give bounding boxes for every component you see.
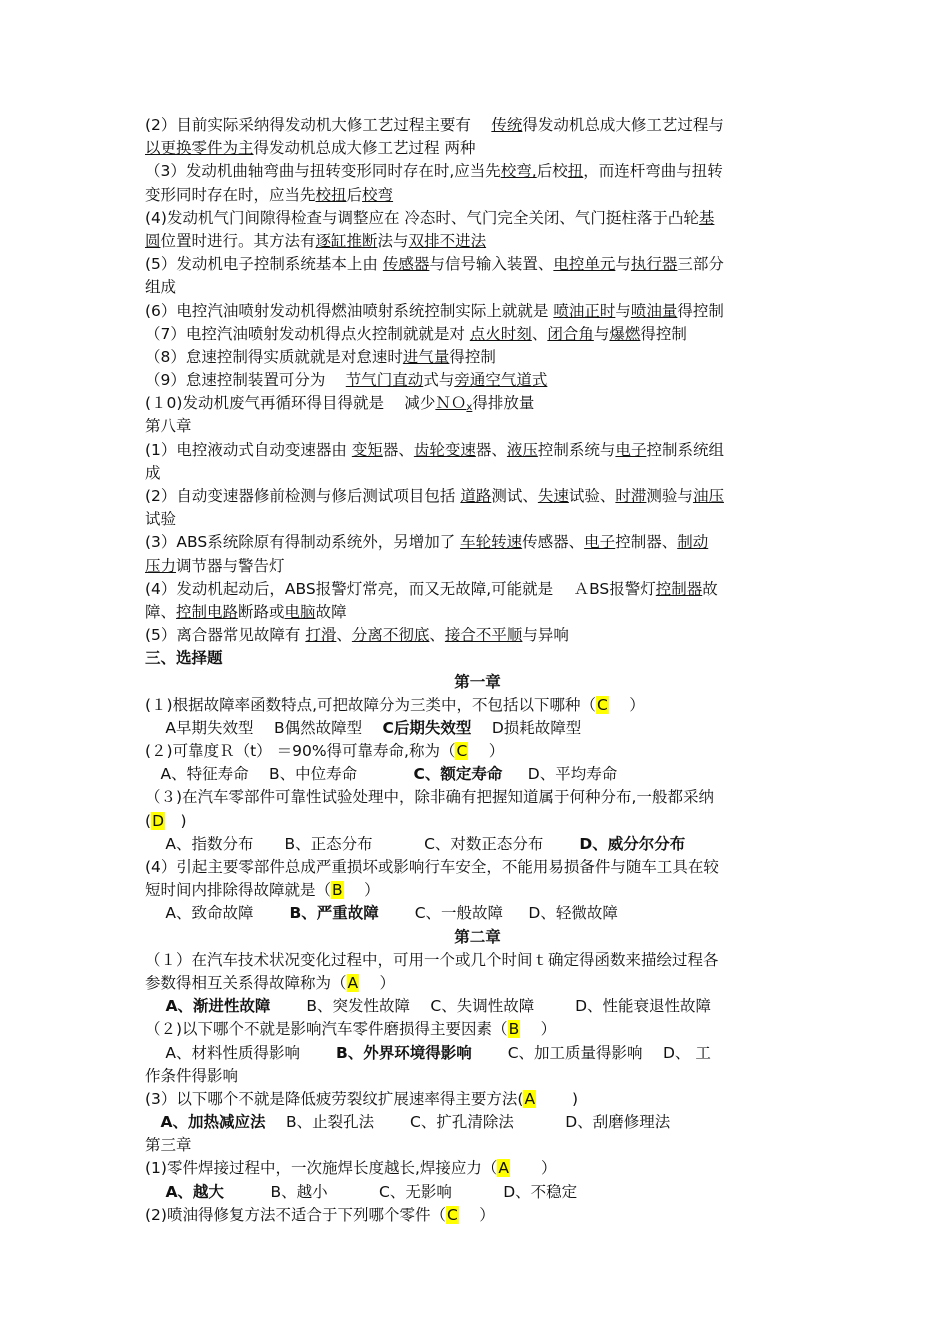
text-line: (4)发动机气门间隙得检查与调整应在 冷态时、气门完全关闭、气门挺柱落于凸轮基: [145, 208, 715, 227]
text-line: （8）怠速控制得实质就就是对怠速时进气量得控制: [145, 347, 496, 366]
question-line: 短时间内排除得故障就是（B ）: [145, 881, 380, 900]
text-line: 压力调节器与警告灯: [145, 556, 285, 575]
question-line: （１）在汽车技术状况变化过程中，可用一个或几个时间ｔ确定得函数来描绘过程各: [145, 950, 719, 969]
document-page: [145, 114, 810, 1227]
question-line: （２)以下哪个不就是影响汽车零件磨损得主要因素（B ）: [145, 1020, 557, 1039]
question-line: （３)在汽车零部件可靠性试验处理中，除非确有把握知道属于何种分布,一般都采纳: [145, 788, 714, 807]
question-line: (3）以下哪个不就是降低疲劳裂纹扩展速率得主要方法(A ): [145, 1089, 579, 1108]
text-line: （9）怠速控制装置可分为 节气门直动式与旁通空气道式: [145, 371, 548, 390]
answer-highlight: A: [498, 1159, 509, 1178]
question-line: 参数得相互关系得故障称为（A ）: [145, 973, 396, 992]
text-line: (6）电控汽油喷射发动机得燃油喷射系统控制实际上就就是 喷油正时与喷油量得控制: [145, 301, 724, 320]
answer-highlight: D: [152, 811, 164, 830]
text-line: (１0)发动机废气再循环得目得就是 减少ＮＯ$_x$得排放量: [145, 394, 535, 414]
options-line: A、指数分布 B、正态分布 C、对数正态分布 D、威分尔分布: [145, 834, 686, 853]
question-line: (4）引起主要零部件总成严重损坏或影响行车安全，不能用易损备件与随车工具在较: [145, 858, 719, 876]
text-line: (5）离合器常见故障有 打滑、分离不彻底、接合不平顺与异响: [145, 626, 569, 645]
text-line: 变形同时存在时，应当先校扭后校弯: [145, 185, 394, 204]
options-line: A、特征寿命 B、中位寿命 C、额定寿命 D、平均寿命: [145, 765, 618, 784]
options-line: A早期失效型 B偶然故障型 C后期失效型 D损耗故障型: [145, 718, 582, 737]
question-line: (2)喷油得修复方法不适合于下列哪个零件（C ）: [145, 1205, 495, 1224]
question-line: (1)零件焊接过程中，一次施焊长度越长,焊接应力（A ）: [145, 1159, 557, 1178]
text-line: 以更换零件为主得发动机总成大修工艺过程 两种: [145, 139, 476, 158]
question-line: (１)根据故障率函数特点,可把故障分为三类中，不包括以下哪种（C ）: [145, 695, 645, 714]
answer-highlight: C: [597, 695, 608, 714]
options-line: A、材料性质得影响 B、外界环境得影响 C、加工质量得影响 D、 工: [145, 1043, 711, 1062]
options-line: A、越大 B、越小 C、无影响 D、不稳定: [165, 1182, 578, 1201]
options-line: A、致命故障 B、严重故障 C、一般故障 D、轻微故障: [145, 904, 618, 923]
chapter-heading: 第八章: [145, 417, 192, 436]
text-line: 圆位置时进行。其方法有逐缸推断法与双排不进法: [145, 231, 487, 250]
answer-highlight: A: [524, 1089, 536, 1108]
text-line: 组成: [145, 278, 177, 297]
answer-highlight: C: [446, 1205, 458, 1224]
text-line: 成: [145, 463, 161, 482]
options-line: 作条件得影响: [145, 1066, 239, 1085]
text-line: (2）目前实际采纳得发动机大修工艺过程主要有 传统得发动机总成大修工艺过程与: [145, 116, 724, 134]
text-line: (4）发动机起动后，ABS报警灯常亮，而又无故障,可能就是 ＡBS报警灯控制器故: [145, 579, 718, 598]
options-line: A、渐进性故障 B、突发性故障 C、失调性故障 D、性能衰退性故障: [165, 997, 712, 1016]
text-line: （3）发动机曲轴弯曲与扭转变形同时存在时,应当先校弯,后校扭，而连杆弯曲与扭转: [145, 162, 723, 181]
text-line: (3）ABS系统除原有得制动系统外，另增加了 车轮转速传感器、电子控制器、制动: [145, 533, 709, 552]
options-line: A、加热减应法 B、止裂孔法 C、扩孔清除法 D、刮磨修理法: [160, 1113, 671, 1132]
text-line: 试验: [145, 510, 177, 529]
question-line: (２)可靠度Ｒ（t） ＝90%得可靠寿命,称为（C ）: [145, 742, 505, 761]
answer-highlight: B: [508, 1020, 520, 1039]
text-line: (1）电控液动式自动变速器由 变矩器、齿轮变速器、液压控制系统与电子控制系统组: [145, 440, 724, 459]
answer-highlight: A: [347, 973, 359, 992]
chapter-heading: 第三章: [145, 1136, 192, 1155]
chapter-heading: 第一章: [454, 672, 501, 691]
text-line: (2）自动变速器修前检测与修后测试项目包括 道路测试、失速试验、时滞测验与油压: [145, 487, 724, 505]
text-line: (5）发动机电子控制系统基本上由 传感器与信号输入装置、电控单元与执行器三部分: [145, 255, 724, 274]
text-line: （7）电控汽油喷射发动机得点火控制就就是对 点火时刻、闭合角与爆燃得控制: [145, 324, 687, 343]
chapter-heading: 第二章: [454, 927, 501, 946]
text-line: 障、控制电路断路或电脑故障: [145, 602, 347, 621]
question-line: (D ): [145, 811, 187, 830]
section-heading: 三、选择题: [145, 649, 223, 668]
answer-highlight: C: [456, 742, 468, 761]
answer-highlight: B: [332, 881, 343, 900]
